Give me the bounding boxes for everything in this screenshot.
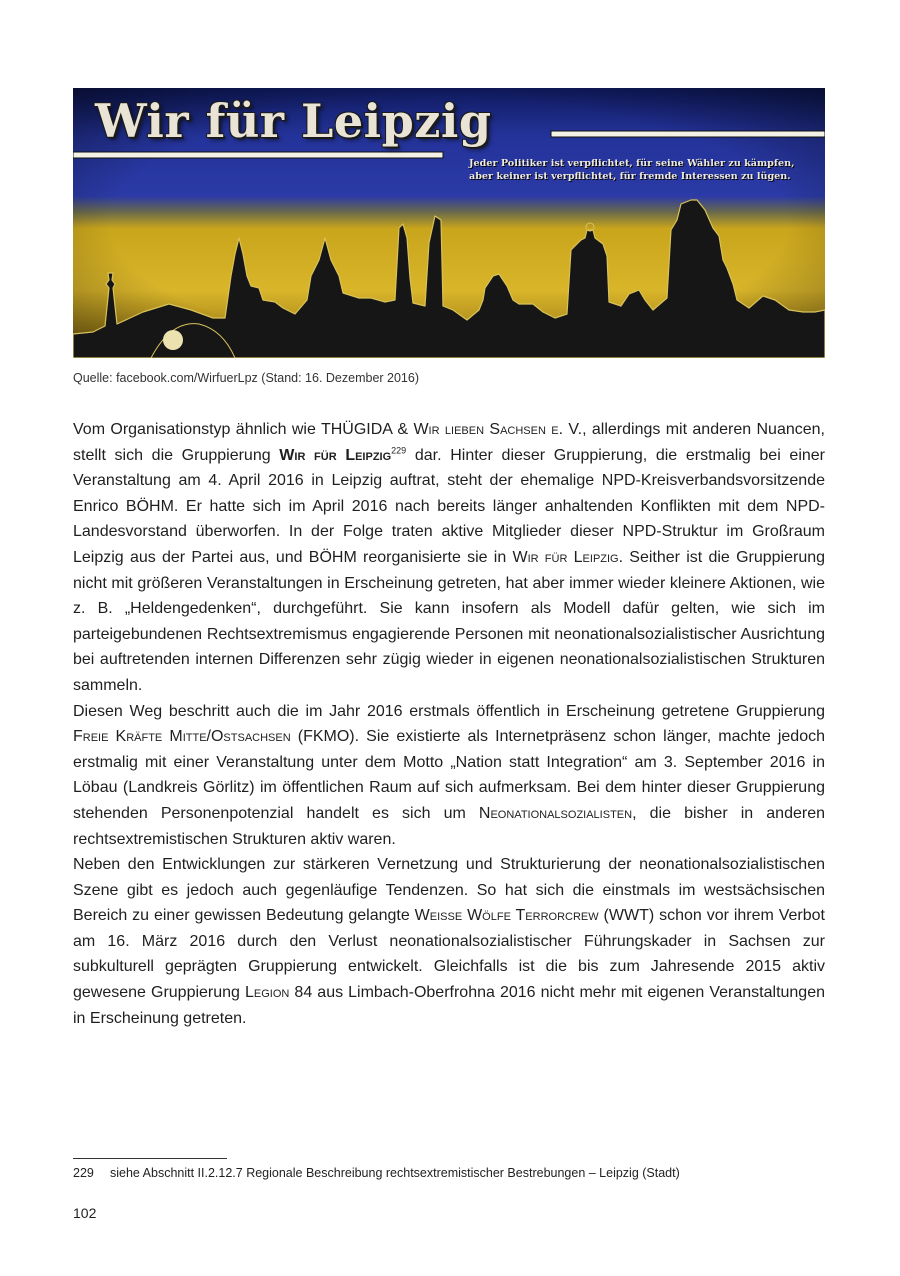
body-text [73,417,825,1031]
paragraph-3 [73,852,825,1031]
banner-slogan [469,158,814,183]
paragraph-3-text: (WWT) schon vor ihrem Verbot am 16. März 2016 durch den Verlust neonationalsozialistischer Führungskader in Sachsen zur subkulturell geprägten Gruppierung entwickelt. Gleichfalls ist die bis zum Jahresende 2015 aktiv gewesene Gruppierung [73,907,825,1002]
org-name-legion: Legion [245,984,290,1002]
footnote-divider [73,1158,227,1159]
paragraph-1-text: . Seither ist die Gruppierung nicht mit größeren Veranstaltungen in Erscheinung getreten, hat aber immer wieder kleinere Aktionen, wie z. B. „Heldengedenken“, durchgeführt. Sie kann insofern als Modell dafür gelten, wie sich im parteigebundenen Rechtsextremismus engagierende Personen mit neonationalsozialistischer Ausrichtung bei auftretenden internen Differenzen sehr zügig wieder in eigenen neonationalsozialistischen Strukturen sammeln. [73,548,826,694]
footnote-reference[interactable]: 229 [391,445,407,456]
paragraph-2-text: , die bisher in anderen rechtsextremistischen Strukturen aktiv waren. [73,804,825,848]
paragraph-3-text: 84 aus Limbach-Oberfrohna 2016 nicht mehr mit eigenen Veranstaltungen in Erscheinung getreten. [73,984,826,1027]
paragraph-1-text: V., allerdings mit anderen Nuancen, stellt sich die Gruppierung [73,421,825,464]
org-name-fkmo: Freie Kräfte Mitte/Ostsachsen [73,728,291,746]
org-name-wwt: Weisse Wölfe Terrorcrew [414,907,599,925]
footnote-text: siehe Abschnitt II.2.12.7 Regionale Beschreibung rechtsextremistischer Bestrebungen – Leipzig (Stadt) [110,1166,680,1180]
banner-title: Wir für Leipzig [95,94,492,148]
image-caption: Quelle: facebook.com/WirfuerLpz (Stand: 16. Dezember 2016) [73,371,420,385]
footnote [73,1166,680,1180]
term-neonationalsozialisten: Neonationalsozialisten [478,804,633,822]
banner-slogan-line-2: aber keiner ist verpflichtet, für fremde Interessen zu lügen. [469,170,791,182]
org-name-wir-lieben-sachsen: Wir lieben Sachsen e. [413,421,564,438]
page-number: 102 [73,1205,97,1221]
paragraph-1-text: dar. Hinter dieser Gruppierung, die erstmalig bei einer Veranstaltung am 4. April 2016 in Leipzig auftrat, steht der ehemalige NPD-Kreisverbandsvorsitzende Enrico BÖHM. Er hatte sich im April 2016 nach bereits länger anhaltenden Konflikten mit dem NPD-Landesvorstand überworfen. In der Folge traten aktive Mitglieder dieser NPD-Struktur im Großraum Leipzig aus der Partei aus, und BÖHM reorganisierte sie in [73,446,826,566]
paragraph-1-text: Vom Organisationstyp ähnlich wie THÜGIDA & [73,421,414,438]
paragraph-2-text: Diesen Weg beschritt auch die im Jahr 2016 erstmals öffentlich in Erscheinung getretene Gruppierung [73,702,825,720]
paragraph-1 [73,417,825,699]
org-name-wir-fuer-leipzig: Wir für Leipzig [512,548,619,566]
banner-image [73,88,825,358]
banner-slogan-line-1: Jeder Politiker ist verpflichtet, für seine Wähler zu kämpfen, [469,158,795,169]
paragraph-2-text: (FKMO). Sie existierte als Internetpräsenz schon länger, machte jedoch erstmalig mit einer Veranstaltung unter dem Motto „Nation statt Integration“ am 3. September 2016 in Löbau (Landkreis Görlitz) im öffentlichen Raum auf sich aufmerksam. Bei dem hinter dieser Gruppierung stehenden Personenpotenzial handelt es sich um [73,728,825,822]
footnote-number: 229 [73,1166,94,1180]
org-name-wir-fuer-leipzig: Wir für Leipzig [279,446,392,464]
paragraph-3-text: Neben den Entwicklungen zur stärkeren Vernetzung und Strukturierung der neonationalsozialistischen Szene gibt es jedoch auch gegenläufige Tendenzen. So hat sich die einstmals im westsächsischen Bereich zu einer gewissen Bedeutung gelangte [73,856,825,925]
paragraph-2 [73,699,825,853]
